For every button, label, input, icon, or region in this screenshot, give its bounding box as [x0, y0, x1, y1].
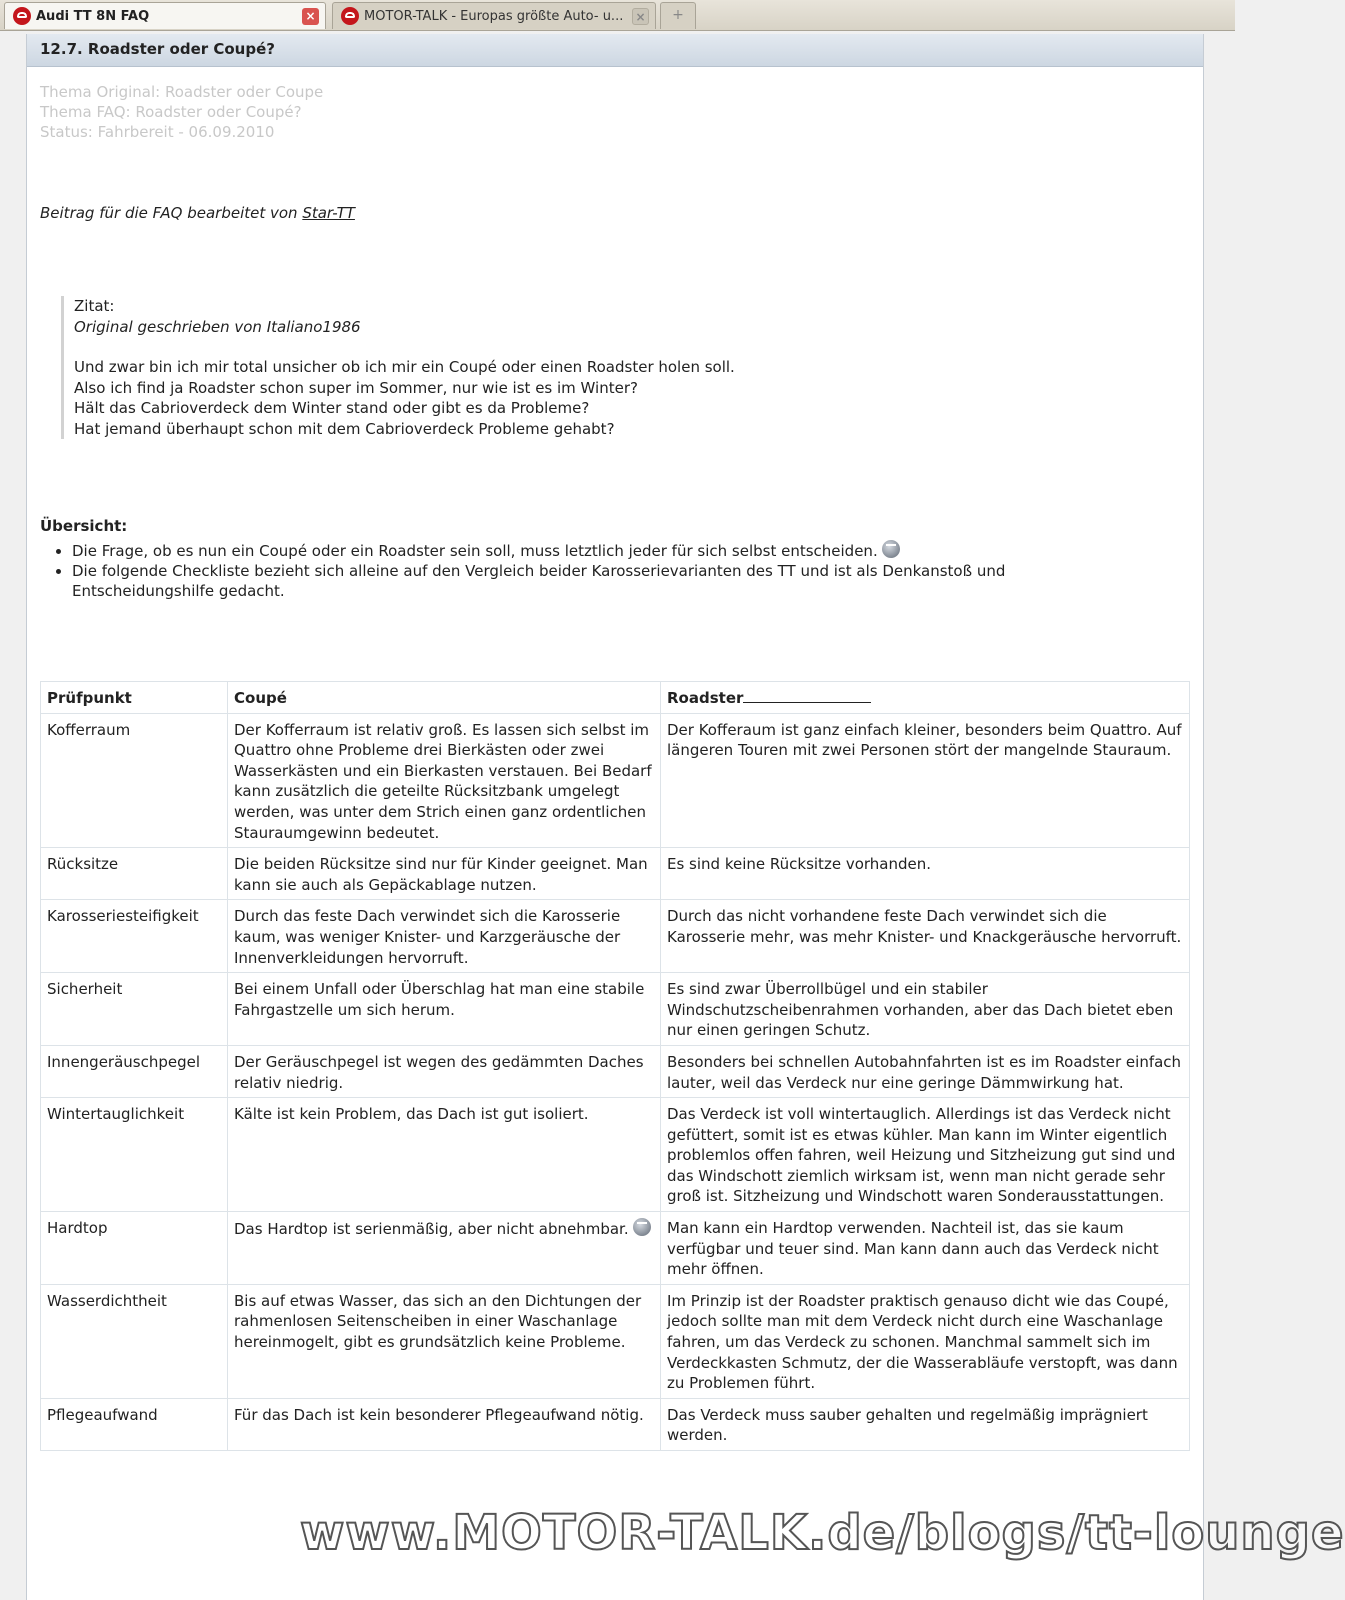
- tab-label: MOTOR-TALK - Europas größte Auto- u...: [364, 8, 624, 24]
- editor-credit: [40, 204, 355, 222]
- header-pruefpunkt: Prüfpunkt: [41, 682, 228, 714]
- table-row: [41, 1098, 1190, 1212]
- cell-topic: Sicherheit: [41, 973, 228, 1046]
- cell-roadster: Das Verdeck ist voll wintertauglich. Allerdings ist das Verdeck nicht gefüttert, somit ist es etwas kühler. Man kann im Winter eigentlich problemlos offen fahren, weil Heizung und Sitzheizung gut sind und das Windschott ziemlich wirksam ist, wenn man nicht gerade sehr groß ist. Sitzheizung und Windschott waren Sonderausstattungen.: [661, 1098, 1190, 1212]
- table-row: [41, 1398, 1190, 1450]
- table-row: [41, 713, 1190, 848]
- motor-talk-logo-icon: [341, 7, 359, 25]
- quote-label: Zitat:: [74, 297, 115, 315]
- editor-user-link[interactable]: Star-TT: [302, 204, 355, 222]
- cell-roadster: Der Kofferaum ist ganz einfach kleiner, besonders beim Quattro. Auf längeren Touren mit zwei Personen stört der mangelnde Stauraum.: [661, 713, 1190, 848]
- cell-topic: Pflegeaufwand: [41, 1398, 228, 1450]
- quote-author: Original geschrieben von Italiano1986: [74, 317, 361, 336]
- overview-section: [40, 516, 1132, 601]
- table-row: [41, 848, 1190, 900]
- header-coupe: Coupé: [228, 682, 661, 714]
- site-watermark: www.MOTOR-TALK.de/blogs/tt-lounge: [300, 1505, 1345, 1561]
- close-tab-icon[interactable]: ×: [302, 8, 319, 25]
- cell-coupe: Die beiden Rücksitze sind nur für Kinder geeignet. Man kann sie auch als Gepäckablage nutzen.: [228, 848, 661, 900]
- quote-line: Hält das Cabrioverdeck dem Winter stand oder gibt es da Probleme?: [74, 399, 590, 417]
- topic-status: Status: Fahrbereit - 06.09.2010: [40, 123, 275, 141]
- tab-label: Audi TT 8N FAQ: [36, 8, 150, 24]
- table-row: [41, 900, 1190, 973]
- cell-coupe: Bis auf etwas Wasser, das sich an den Dichtungen der rahmenlosen Seitenscheiben in einer Waschanlage hereinmogelt, gibt es grundsätzlich keine Probleme.: [228, 1284, 661, 1398]
- quote-line: Hat jemand überhaupt schon mit dem Cabrioverdeck Probleme gehabt?: [74, 419, 615, 438]
- cell-coupe: Das Hardtop ist serienmäßig, aber nicht abnehmbar.: [228, 1212, 661, 1285]
- cell-topic: Hardtop: [41, 1212, 228, 1285]
- cell-coupe: Bei einem Unfall oder Überschlag hat man eine stabile Fahrgastzelle um sich herum.: [228, 973, 661, 1046]
- motor-talk-logo-icon: [13, 7, 31, 25]
- quote-block: [61, 296, 735, 439]
- cell-topic: Kofferraum: [41, 713, 228, 848]
- close-tab-icon[interactable]: ×: [632, 8, 649, 25]
- cell-roadster: Durch das nicht vorhandene feste Dach verwindet sich die Karosserie mehr, was mehr Knister- und Knackgeräusche hervorruft.: [661, 900, 1190, 973]
- smiley-icon: [882, 540, 900, 558]
- cell-roadster: Es sind zwar Überrollbügel und ein stabiler Windschutzscheibenrahmen vorhanden, aber das Dach bietet eben nur einen geringen Schutz.: [661, 973, 1190, 1046]
- new-tab-button[interactable]: +: [660, 2, 696, 29]
- table-row: [41, 1284, 1190, 1398]
- table-row: [41, 1045, 1190, 1097]
- comparison-table: [40, 681, 1190, 1451]
- smiley-icon: [633, 1218, 651, 1236]
- cell-coupe: Kälte ist kein Problem, das Dach ist gut isoliert.: [228, 1098, 661, 1212]
- cell-roadster: Man kann ein Hardtop verwenden. Nachteil ist, das sie kaum verfügbar und teuer sind. Man kann dann auch das Verdeck nicht mehr öffnen.: [661, 1212, 1190, 1285]
- browser-tab-bar: [0, 0, 1235, 31]
- topic-original: Thema Original: Roadster oder Coupe: [40, 83, 324, 101]
- quote-line: Und zwar bin ich mir total unsicher ob ich mir ein Coupé oder einen Roadster holen soll.: [74, 358, 735, 376]
- cell-topic: Karosseriesteifigkeit: [41, 900, 228, 973]
- cell-roadster: Besonders bei schnellen Autobahnfahrten ist es im Roadster einfach lauter, weil das Verdeck nur eine geringe Dämmwirkung hat.: [661, 1045, 1190, 1097]
- header-roadster: Roadster: [661, 682, 1190, 714]
- cell-topic: Rücksitze: [41, 848, 228, 900]
- tab-audi-faq[interactable]: [4, 2, 326, 29]
- cell-roadster: Im Prinzip ist der Roadster praktisch genauso dicht wie das Coupé, jedoch sollte man mit dem Verdeck nicht durch eine Waschanlage fahren, um das Verdeck zu schonen. Manchmal sammelt sich im Verdeckkasten Schmutz, der die Wasserabläufe verstopft, was dann zu Problemen führt.: [661, 1284, 1190, 1398]
- cell-coupe: Der Geräuschpegel ist wegen des gedämmten Daches relativ niedrig.: [228, 1045, 661, 1097]
- table-row: [41, 1212, 1190, 1285]
- editor-prefix: Beitrag für die FAQ bearbeitet von: [40, 204, 303, 222]
- topic-meta: [40, 82, 323, 142]
- overview-item: • Die folgende Checkliste bezieht sich alleine auf den Vergleich beider Karosserievarianten des TT und ist als Denkanstoß und Entscheidungshilfe gedacht.: [72, 561, 1132, 601]
- table-header-row: [41, 682, 1190, 714]
- cell-roadster: Das Verdeck muss sauber gehalten und regelmäßig imprägniert werden.: [661, 1398, 1190, 1450]
- overview-list: [40, 540, 1132, 601]
- section-heading: 12.7. Roadster oder Coupé?: [27, 34, 1203, 67]
- overview-item: • Die Frage, ob es nun ein Coupé oder ein Roadster sein soll, muss letztlich jeder für sich selbst entscheiden.: [72, 540, 1132, 561]
- cell-roadster: Es sind keine Rücksitze vorhanden.: [661, 848, 1190, 900]
- cell-topic: Wasserdichtheit: [41, 1284, 228, 1398]
- topic-faq: Thema FAQ: Roadster oder Coupé?: [40, 103, 302, 121]
- cell-coupe: Für das Dach ist kein besonderer Pflegeaufwand nötig.: [228, 1398, 661, 1450]
- faq-page: [26, 34, 1204, 1600]
- cell-coupe: Durch das feste Dach verwindet sich die Karosserie kaum, was weniger Knister- und Karzgeräusche der Innenverkleidungen hervorruft.: [228, 900, 661, 973]
- quote-line: Also ich find ja Roadster schon super im Sommer, nur wie ist es im Winter?: [74, 378, 638, 397]
- table-row: [41, 973, 1190, 1046]
- cell-topic: Innengeräuschpegel: [41, 1045, 228, 1097]
- overview-title: Übersicht:: [40, 517, 128, 535]
- cell-coupe: Der Kofferraum ist relativ groß. Es lassen sich selbst im Quattro ohne Probleme drei Bierkästen oder zwei Wasserkästen und ein Bierkasten verstauen. Bei Bedarf kann zusätzlich die geteilte Rücksitzbank umgelegt werden, was unter dem Strich einen ganz ordentlichen Stauraumgewinn bedeutet.: [228, 713, 661, 848]
- tab-motor-talk[interactable]: [332, 2, 656, 29]
- cell-topic: Wintertauglichkeit: [41, 1098, 228, 1212]
